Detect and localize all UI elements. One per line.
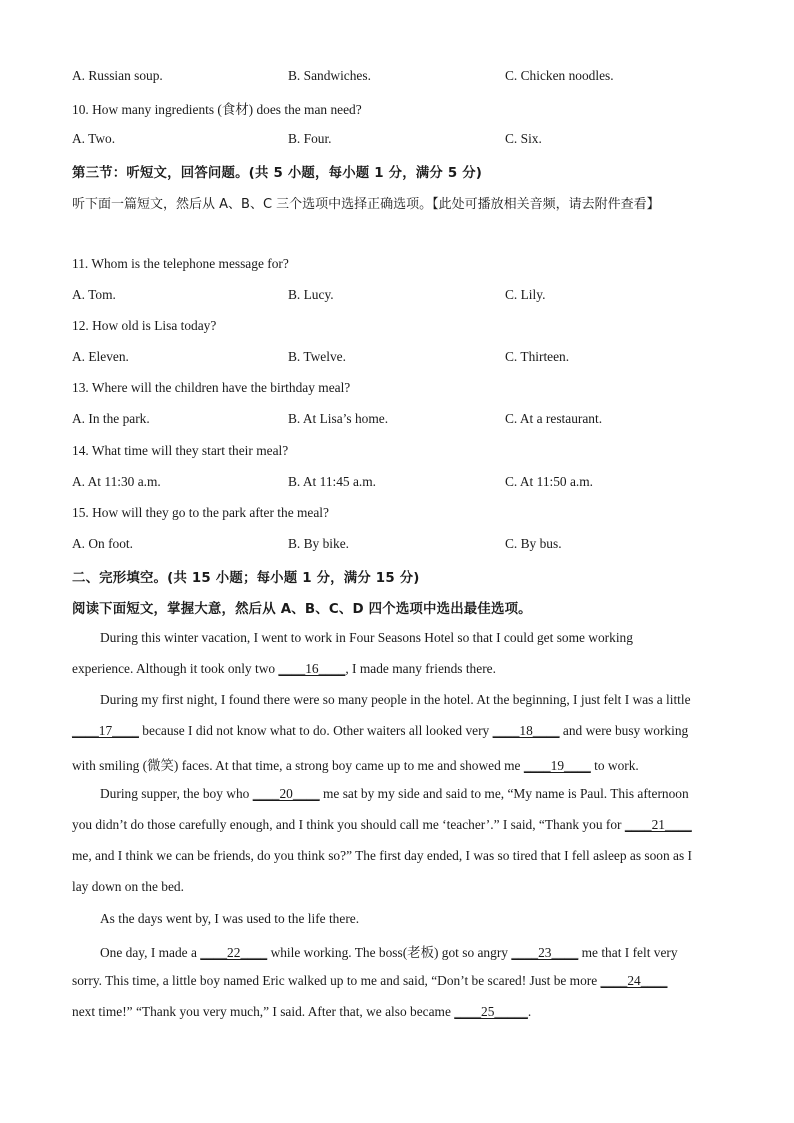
q13-option-c: C. At a restaurant. — [505, 411, 603, 426]
q13-option-a: A. In the park. — [72, 411, 150, 426]
section3-instruction: 听下面一篇短文，然后从 A、B、C 三个选项中选择正确选项。【此处可播放相关音频，请去附件查看】 — [72, 197, 660, 212]
passage-line: During this winter vacation, I went to work in Four Seasons Hotel so that I could get some working — [100, 630, 633, 645]
q10-option-b: B. Four. — [288, 131, 332, 146]
passage-line — [72, 755, 722, 774]
passage-line — [72, 1004, 722, 1020]
q11-question: 11. Whom is the telephone message for? — [72, 256, 289, 271]
passage-text: experience. Although it took only two — [72, 661, 279, 676]
passage-text: while working. The boss(老板) got so angry — [267, 945, 512, 960]
q15-option-c: C. By bus. — [505, 536, 562, 551]
passage-line — [100, 942, 750, 961]
blank-20: ____20____ — [252, 786, 320, 801]
passage-text: because I did not know what to do. Other waiters all looked very — [138, 723, 493, 738]
blank-23: ____23____ — [511, 945, 579, 960]
blank-22: ____22____ — [200, 945, 268, 960]
passage-line — [72, 817, 722, 833]
passage-text: . — [527, 1004, 532, 1019]
passage-line — [72, 661, 722, 677]
q10-option-a: A. Two. — [72, 131, 116, 146]
passage-text: One day, I made a — [100, 945, 201, 960]
blank-24: ____24____ — [600, 973, 668, 988]
q11-option-c: C. Lily. — [505, 287, 546, 302]
q14-option-c: C. At 11:50 a.m. — [505, 474, 594, 489]
blank-19: ____19____ — [523, 758, 591, 773]
q14-option-a: A. At 11:30 a.m. — [72, 474, 161, 489]
passage-text: to work. — [590, 758, 639, 773]
q12-question: 12. How old is Lisa today? — [72, 318, 217, 333]
blank-25: ____25_____ — [454, 1004, 528, 1019]
part2-heading: 二、完形填空。(共 15 小题；每小题 1 分，满分 15 分) — [72, 571, 420, 586]
passage-line: As the days went by, I was used to the life there. — [100, 911, 360, 926]
q13-option-b: B. At Lisa’s home. — [288, 411, 389, 426]
passage-text: next time!” “Thank you very much,” I said. After that, we also became — [72, 1004, 455, 1019]
q13-question: 13. Where will the children have the birthday meal? — [72, 380, 351, 395]
q11-option-a: A. Tom. — [72, 287, 116, 302]
blank-16: ____16____ — [278, 661, 346, 676]
q14-question: 14. What time will they start their meal? — [72, 443, 289, 458]
section3-heading: 第三节：听短文，回答问题。(共 5 小题，每小题 1 分，满分 5 分) — [72, 166, 483, 181]
q10-option-c: C. Six. — [505, 131, 542, 146]
q14-option-b: B. At 11:45 a.m. — [288, 474, 377, 489]
blank-18: ____18____ — [492, 723, 560, 738]
passage-line: lay down on the bed. — [72, 879, 184, 894]
passage-text: me that I felt very — [578, 945, 678, 960]
passage-text: During supper, the boy who — [100, 786, 253, 801]
passage-text: and were busy working — [559, 723, 689, 738]
q15-option-a: A. On foot. — [72, 536, 133, 551]
passage-text: you didn’t do those carefully enough, and I think you should call me ‘teacher’.” I said, “Thank you for — [72, 817, 625, 832]
q12-option-b: B. Twelve. — [288, 349, 346, 364]
passage-line — [100, 786, 750, 802]
q9-option-c: C. Chicken noodles. — [505, 68, 614, 83]
q12-option-a: A. Eleven. — [72, 349, 129, 364]
q11-option-b: B. Lucy. — [288, 287, 334, 302]
passage-text: with smiling (微笑) faces. At that time, a strong boy came up to me and showed me — [72, 758, 524, 773]
passage-text: , I made many friends there. — [345, 661, 496, 676]
passage-text: sorry. This time, a little boy named Eric walked up to me and said, “Don’t be scared! Just be more — [72, 973, 601, 988]
q12-option-c: C. Thirteen. — [505, 349, 570, 364]
q10-question: 10. How many ingredients (食材) does the man need? — [72, 102, 362, 117]
passage-line — [72, 973, 722, 989]
q9-option-a: A. Russian soup. — [72, 68, 163, 83]
passage-line: me, and I think we can be friends, do you think so?” The first day ended, I was so tired that I fell asleep as soon as I — [72, 848, 693, 863]
blank-21: ____21____ — [624, 817, 692, 832]
blank-17: ____17____ — [72, 723, 139, 738]
q9-option-b: B. Sandwiches. — [288, 68, 371, 83]
passage-text: me sat by my side and said to me, “My name is Paul. This afternoon — [319, 786, 689, 801]
q15-question: 15. How will they go to the park after the meal? — [72, 505, 329, 520]
part2-instruction: 阅读下面短文，掌握大意，然后从 A、B、C、D 四个选项中选出最佳选项。 — [72, 602, 532, 617]
q15-option-b: B. By bike. — [288, 536, 350, 551]
passage-line: During my first night, I found there were so many people in the hotel. At the beginning, I just felt I was a little — [100, 692, 691, 707]
passage-line — [72, 723, 722, 739]
